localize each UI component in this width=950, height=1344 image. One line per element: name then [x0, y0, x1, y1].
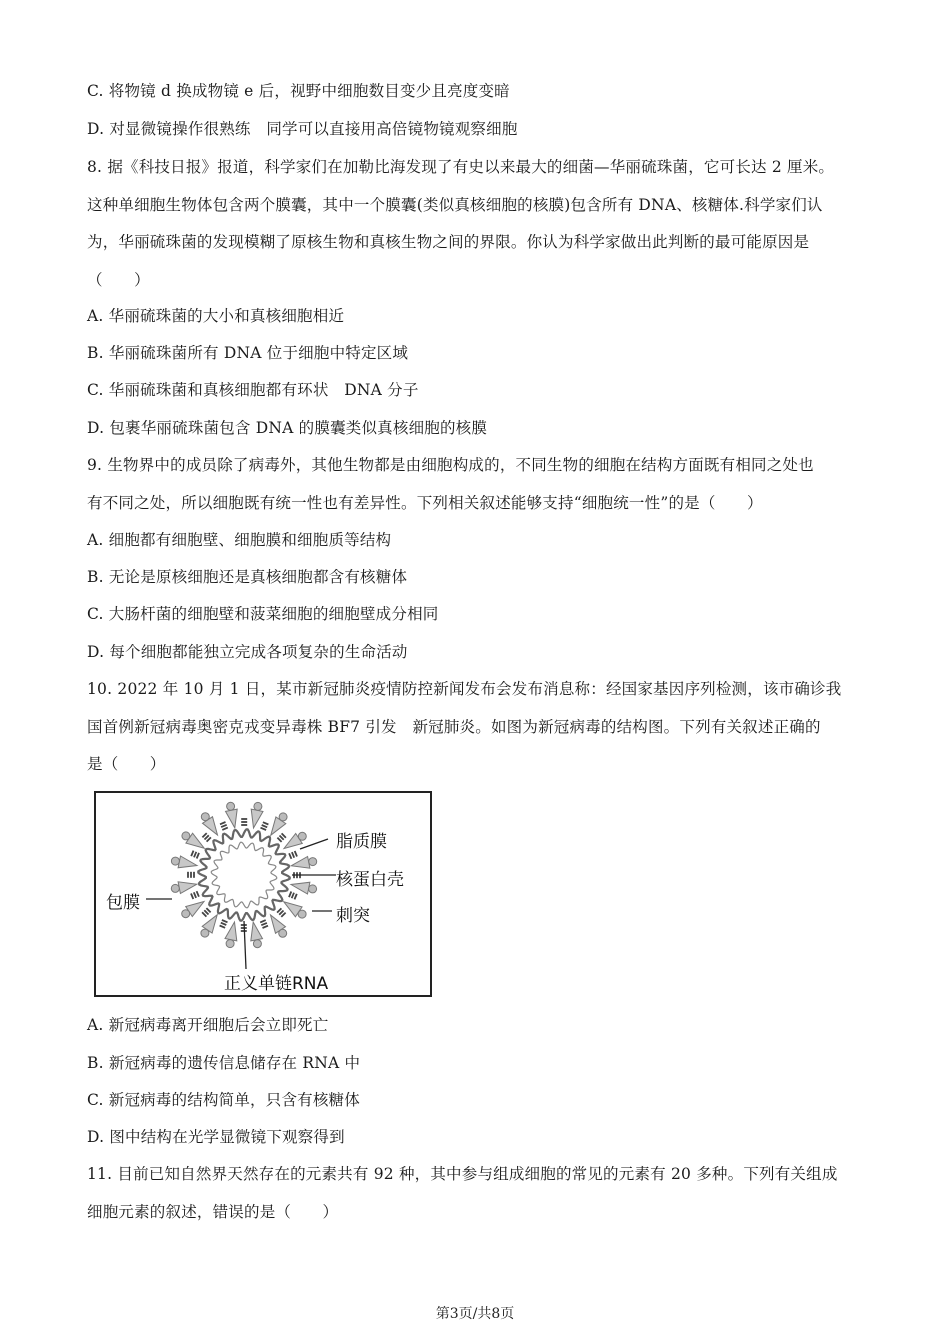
- membrane-protein: [191, 851, 193, 857]
- spike-protein: [178, 882, 197, 894]
- spike-head: [298, 832, 306, 840]
- membrane-protein: [220, 822, 226, 824]
- membrane-protein: [222, 920, 228, 922]
- option-a-q8: A. 华丽硫珠菌的大小和真核细胞相近: [87, 307, 345, 325]
- option-d-q10: D. 图中结构在光学显微镜下观察得到: [87, 1128, 345, 1146]
- option-c-q9: C. 大肠杆菌的细胞壁和菠菜细胞的细胞壁成分相同: [87, 605, 439, 623]
- question-10-line-2: 国首例新冠病毒奥密克戎变异毒株 BF7 引发 新冠肺炎。如图为新冠病毒的结构图。下列有关叙述正确的: [87, 718, 821, 736]
- spike-head: [182, 910, 190, 918]
- option-d-q9: D. 每个细胞都能独立完成各项复杂的生命活动: [87, 643, 408, 661]
- membrane-protein: [261, 828, 267, 830]
- spike-protein: [251, 809, 263, 828]
- question-10-line-3: 是（ ）: [87, 755, 166, 773]
- membrane-protein: [191, 894, 193, 900]
- membrane-protein: [262, 825, 268, 827]
- spike-head: [253, 940, 261, 948]
- option-b-q8: B. 华丽硫珠菌所有 DNA 位于细胞中特定区域: [87, 344, 409, 362]
- spike-protein: [291, 857, 310, 869]
- membrane-protein: [289, 892, 291, 898]
- spike-head: [309, 885, 317, 893]
- option-b-q9: B. 无论是原核细胞还是真核细胞都含有核糖体: [87, 568, 408, 586]
- membrane-protein: [194, 892, 196, 898]
- option-d-q8: D. 包裹华丽硫珠菌包含 DNA 的膜囊类似真核细胞的核膜: [87, 419, 488, 437]
- spike-head: [309, 858, 317, 866]
- spike-protein: [226, 809, 238, 828]
- option-a-q10: A. 新冠病毒离开细胞后会立即死亡: [87, 1016, 329, 1034]
- spike-protein: [225, 922, 237, 941]
- option-a-q9: A. 细胞都有细胞壁、细胞膜和细胞质等结构: [87, 531, 392, 549]
- option-c-q10: C. 新冠病毒的结构简单，只含有核糖体: [87, 1091, 360, 1109]
- membrane-protein: [221, 923, 227, 925]
- question-11-line-2: 细胞元素的叙述，错误的是（ ）: [87, 1203, 339, 1221]
- membrane-protein: [263, 822, 269, 824]
- question-8-line-1: 8. 据《科技日报》报道，科学家们在加勒比海发现了有史以来最大的细菌—华丽硫珠菌，它可长达 2 厘米。: [87, 158, 835, 176]
- option-c-q7: C. 将物镜 d 换成物镜 e 后，视野中细胞数目变少且亮度变暗: [87, 82, 510, 100]
- membrane-protein: [295, 894, 297, 900]
- membrane-protein: [261, 923, 267, 925]
- option-d-q7: D. 对显微镜操作很熟练 同学可以直接用高倍镜物镜观察细胞: [87, 120, 518, 138]
- membrane-protein: [197, 891, 199, 897]
- question-10-line-1: 10. 2022 年 10 月 1 日，某市新冠肺炎疫情防控新闻发布会发布消息称：经国家基因序列检测，该市确诊我: [87, 680, 842, 698]
- rna-strand: [211, 842, 277, 908]
- membrane-protein: [289, 853, 291, 859]
- spike-head: [254, 802, 262, 810]
- option-c-q8: C. 华丽硫珠菌和真核细胞都有环状 DNA 分子: [87, 381, 419, 399]
- label-spike: 刺突: [336, 906, 370, 926]
- spike-head: [279, 813, 287, 821]
- question-8-line-3: 为，华丽硫珠菌的发现模糊了原核生物和真核生物之间的界限。你认为科学家做出此判断的最可能原因是: [87, 233, 810, 251]
- option-b-q10: B. 新冠病毒的遗传信息储存在 RNA 中: [87, 1054, 361, 1072]
- spike-head: [182, 832, 190, 840]
- membrane-protein: [260, 920, 266, 922]
- spike-head: [201, 929, 209, 937]
- membrane-protein: [292, 852, 294, 858]
- spike-head: [298, 910, 306, 918]
- question-11-line-1: 11. 目前已知自然界天然存在的元素共有 92 种，其中参与组成细胞的常见的元素有 20 多种。下列有关组成: [87, 1165, 838, 1183]
- spike-head: [279, 929, 287, 937]
- membrane-protein: [222, 828, 228, 830]
- membrane-protein: [263, 926, 269, 928]
- question-8-line-4: （ ）: [87, 271, 150, 289]
- membrane-protein: [221, 825, 227, 827]
- spike-head: [226, 940, 234, 948]
- label-nucleocapsid: 核蛋白壳: [336, 870, 404, 890]
- membrane-protein: [292, 893, 294, 899]
- label-envelope: 包膜: [106, 893, 140, 913]
- spike-head: [227, 802, 235, 810]
- virus-diagram: [96, 793, 430, 995]
- label-rna: 正义单链RNA: [224, 974, 329, 994]
- spike-protein: [291, 882, 310, 894]
- spike-head: [171, 884, 179, 892]
- spike-protein: [178, 856, 197, 868]
- membrane-protein: [295, 851, 297, 857]
- spike-protein: [251, 922, 263, 941]
- coronavirus-structure-figure: [94, 791, 432, 997]
- label-lipid-membrane: 脂质膜: [336, 832, 387, 852]
- question-8-line-2: 这种单细胞生物体包含两个膜囊，其中一个膜囊(类似真核细胞的核膜)包含所有 DNA、核糖体.科学家们认: [87, 196, 823, 214]
- spike-head: [171, 857, 179, 865]
- membrane-protein: [197, 853, 199, 859]
- spike-head: [201, 813, 209, 821]
- question-9-line-1: 9. 生物界中的成员除了病毒外，其他生物都是由细胞构成的，不同生物的细胞在结构方面既有相同之处也: [87, 456, 814, 474]
- envelope-membrane: [198, 829, 289, 920]
- page-footer: 第3页/共8页: [435, 1306, 515, 1322]
- membrane-protein: [220, 926, 226, 928]
- membrane-protein: [194, 852, 196, 858]
- question-9-line-2: 有不同之处，所以细胞既有统一性也有差异性。下列相关叙述能够支持“细胞统一性”的是（ ）: [87, 494, 763, 512]
